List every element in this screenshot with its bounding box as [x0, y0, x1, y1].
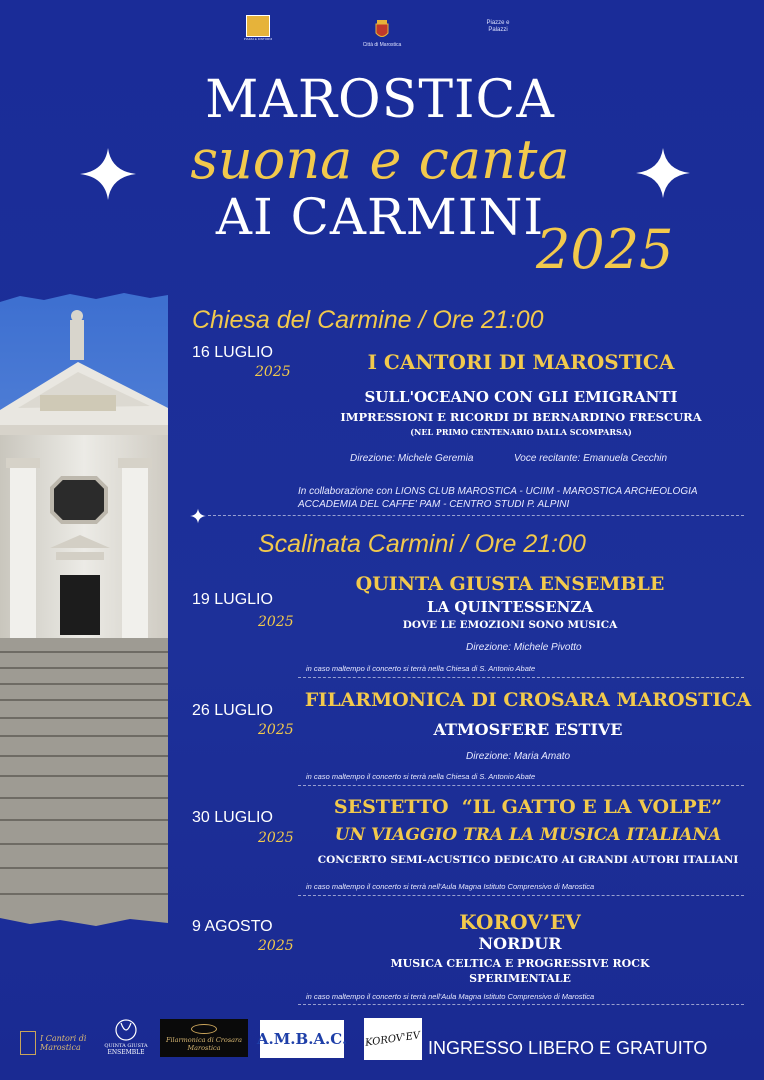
event-year: 2025	[258, 830, 294, 846]
direction-credit: Direzione: Michele Pivotto	[466, 642, 582, 653]
title-year: 2025	[536, 218, 674, 281]
event-year: 2025	[258, 722, 294, 738]
collaboration-line-2: ACCADEMIA DEL CAFFE' PAM - CENTRO STUDI P. ALPINI	[298, 499, 570, 510]
performer-name: SESTETTO “IL GATTO E LA VOLPE”	[333, 796, 723, 818]
city-crest-icon	[374, 18, 390, 42]
program-title: SULL'OCEANO CON GLI EMIGRANTI	[364, 388, 678, 406]
program-note: (NEL PRIMO CENTENARIO DALLA SCOMPARSA)	[410, 427, 632, 437]
program-subtitle-2: SPERIMENTALE	[469, 972, 571, 985]
event-date: 26 LUGLIO	[192, 702, 273, 719]
voice-credit: Voce recitante: Emanuela Cecchin	[514, 453, 668, 464]
separator	[298, 677, 744, 678]
event-year: 2025	[258, 938, 294, 954]
event-date: 30 LUGLIO	[192, 809, 273, 826]
program-title: UN VIAGGIO TRA LA MUSICA ITALIANA	[334, 825, 722, 845]
weather-note: in caso maltempo il concerto si terrà nella Chiesa di S. Antonio Abate	[306, 772, 536, 781]
performer-name: KOROV’EV	[459, 910, 581, 934]
program-subtitle: DOVE LE EMOZIONI SONO MUSICA	[402, 619, 618, 631]
weather-note: in caso maltempo il concerto si terrà nell'Aula Magna Istituto Comprensivo di Marostica	[306, 882, 595, 891]
sponsor-logo-piazze: Piazze e Palazzi	[486, 20, 510, 33]
title-line-2: suona e canta	[190, 128, 570, 191]
weather-note: in caso maltempo il concerto si terrà nella Chiesa di S. Antonio Abate	[306, 664, 536, 673]
sponsor-logo-citta: Città di Marostica	[362, 12, 402, 54]
program-title: LA QUINTESSENZA	[427, 598, 593, 616]
separator	[298, 895, 744, 896]
separator	[298, 785, 744, 786]
venue-heading-1: Chiesa del Carmine / Ore 21:00	[192, 306, 544, 334]
free-entry-label: INGRESSO LIBERO E GRATUITO	[428, 1038, 708, 1058]
event-year: 2025	[258, 614, 294, 630]
weather-note: in caso maltempo il concerto si terrà nell'Aula Magna Istituto Comprensivo di Marostica	[306, 992, 595, 1001]
program-subtitle: IMPRESSIONI E RICORDI DI BERNARDINO FRESCURA	[340, 410, 702, 424]
performer-name: I CANTORI DI MAROSTICA	[367, 350, 675, 374]
direction-credit: Direzione: Maria Amato	[466, 751, 571, 762]
sparkle-icon	[190, 508, 206, 524]
footer-logo-korovev: KOROV'EV	[364, 1018, 422, 1060]
sparkle-icon	[80, 148, 136, 200]
title-line-1: MAROSTICA	[205, 70, 555, 130]
footer-logo-quinta-giusta: QUINTA GIUSTA ENSEMBLE	[100, 1012, 152, 1060]
sparkle-icon	[636, 148, 690, 198]
sponsor-logo-piazza: PIAZZA E DINTORNI	[243, 13, 273, 43]
footer-logo-filarmonica: Filarmonica di Crosara Marostica	[160, 1019, 248, 1057]
separator	[298, 1004, 744, 1005]
event-year: 2025	[255, 364, 291, 380]
collaboration-line-1: In collaborazione con LIONS CLUB MAROSTICA - UCIIM - MAROSTICA ARCHEOLOGIA	[298, 486, 698, 497]
title-line-3: AI CARMINI	[215, 188, 545, 246]
separator	[208, 515, 744, 516]
church-photo	[0, 290, 168, 930]
quinta-giusta-emblem-icon	[112, 1017, 140, 1043]
event-date: 16 LUGLIO	[192, 344, 273, 361]
performer-name: FILARMONICA DI CROSARA MAROSTICA	[304, 689, 752, 711]
program-title: NORDUR	[478, 934, 562, 953]
program-title: ATMOSFERE ESTIVE	[433, 720, 623, 739]
footer-logo-cantori: I Cantori di Marostica	[20, 1026, 92, 1060]
program-subtitle: CONCERTO SEMI-ACUSTICO DEDICATO AI GRANDI AUTORI ITALIANI	[317, 854, 739, 866]
event-date: 19 LUGLIO	[192, 591, 273, 608]
program-subtitle: MUSICA CELTICA E PROGRESSIVE ROCK	[390, 957, 650, 970]
filarmonica-emblem-icon	[191, 1024, 217, 1034]
crest-icon	[246, 15, 270, 37]
footer-logo-ambac: A.M.B.A.C.	[260, 1020, 344, 1058]
cantori-emblem-icon	[20, 1031, 36, 1055]
performer-name: QUINTA GIUSTA ENSEMBLE	[355, 573, 665, 595]
venue-heading-2: Scalinata Carmini / Ore 21:00	[258, 530, 586, 558]
event-date: 9 AGOSTO	[192, 918, 273, 935]
direction-credit: Direzione: Michele Geremia	[350, 453, 474, 464]
